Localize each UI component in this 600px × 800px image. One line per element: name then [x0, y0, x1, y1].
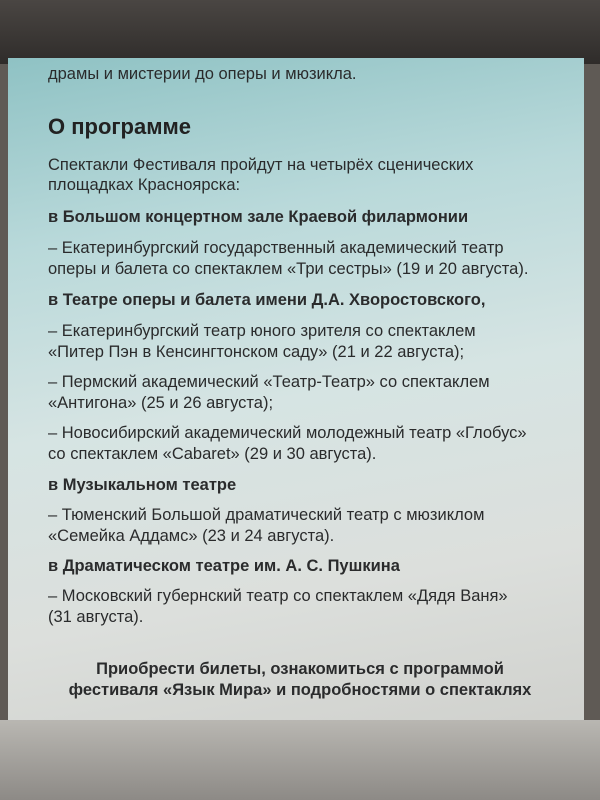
performance-line: «Антигона» (25 и 26 августа); [48, 394, 274, 412]
performance-line: – Новосибирский академический молодежный театр «Глобус» [48, 424, 527, 442]
performance-line: «Питер Пэн в Кенсингтонском саду» (21 и 22 августа); [48, 343, 465, 361]
performance-line: – Московский губернский театр со спектаклем «Дядя Ваня» [48, 587, 508, 605]
venue-title: в Музыкальном театре [48, 476, 237, 494]
performance-line: – Пермский академический «Театр-Театр» со спектаклем [48, 373, 490, 391]
venue-title: в Театре оперы и балета имени Д.А. Хворостовского, [48, 291, 486, 309]
intro-tail: драмы и мистерии до оперы и мюзикла. [48, 65, 357, 83]
performance-line: (31 августа). [48, 608, 144, 626]
venue-title: в Драматическом театре им. А. С. Пушкина [48, 557, 400, 575]
performance-line: – Екатеринбургский театр юного зрителя со спектаклем [48, 322, 476, 340]
venue-title: в Большом концертном зале Краевой филармонии [48, 208, 469, 226]
section-heading: О программе [48, 114, 192, 139]
tickets-link[interactable]: фестиваля «Язык Мира» и подробностями о спектаклях [68, 681, 532, 699]
desk-background [0, 720, 600, 800]
performance-line: «Семейка Аддамс» (23 и 24 августа). [48, 527, 335, 545]
lead-line: площадках Красноярска: [48, 176, 241, 194]
performance-line: – Тюменский Большой драматический театр с мюзиклом [48, 506, 485, 524]
performance-line: оперы и балета со спектаклем «Три сестры» (19 и 20 августа). [48, 260, 529, 278]
monitor-bezel [0, 0, 600, 64]
tickets-link[interactable]: Приобрести билеты, ознакомиться с программой [96, 660, 504, 678]
lead-line: Спектакли Фестиваля пройдут на четырёх сценических [48, 156, 474, 174]
performance-line: со спектаклем «Cabaret» (29 и 30 августа). [48, 445, 377, 463]
performance-line: – Екатеринбургский государственный академический театр [48, 239, 504, 257]
